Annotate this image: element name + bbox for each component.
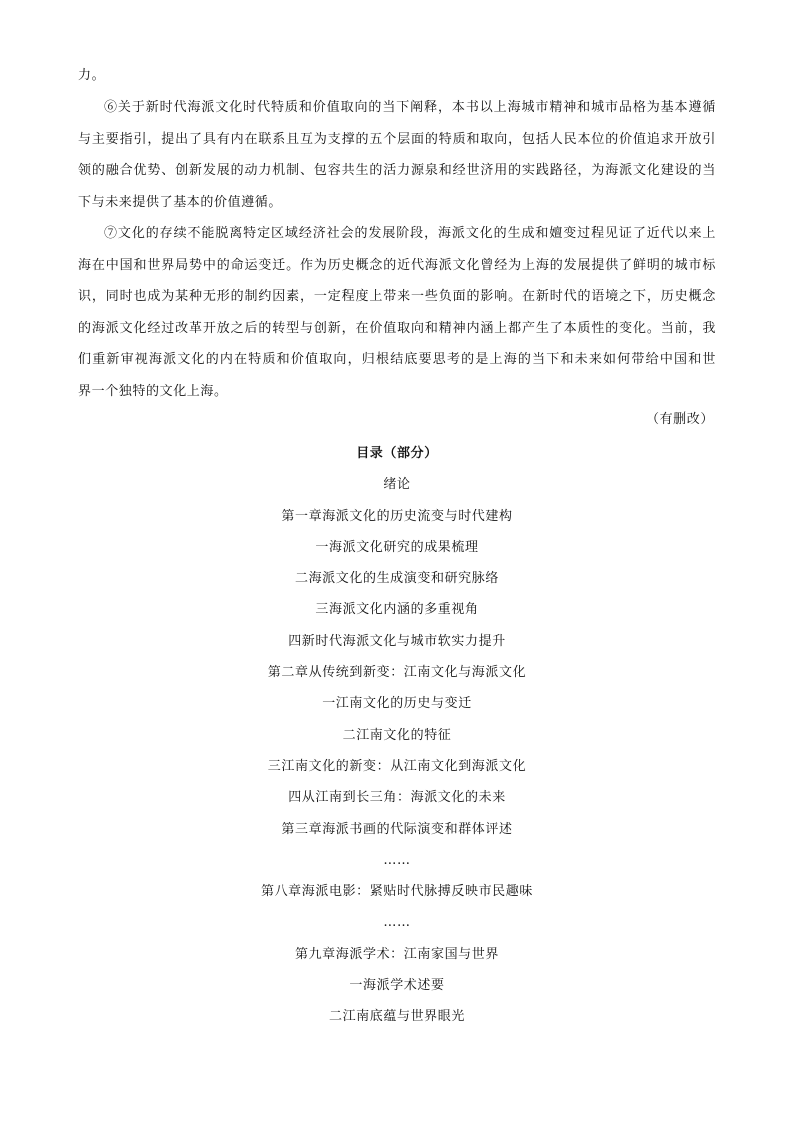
- text-line: 界一个独特的文化上海。: [78, 383, 228, 399]
- text-line: 与主要指引，提出了具有内在联系且互为支撑的五个层面的特质和取向，包括人民本位的价值追求开放引: [78, 131, 716, 147]
- text-line: 识，同时也成为某种无形的制约因素，一定程度上带来一些负面的影响。在新时代的语境之下，历史概念: [78, 289, 716, 305]
- toc-item: 第八章海派电影：紧贴时代脉搏反映市民趣味: [260, 884, 533, 900]
- paragraph-7: [78, 218, 716, 408]
- toc-title: 目录（部分）: [356, 446, 438, 461]
- toc-ellipsis: ……: [383, 852, 411, 868]
- toc-item: 一海派学术述要: [349, 978, 445, 994]
- text-line: 的海派文化经过改革开放之后的转型与创新，在价值取向和精神内涵上都产生了本质性的变化。当前，我: [78, 320, 716, 336]
- toc-item: 四从江南到长三角：海派文化的未来: [288, 790, 506, 806]
- text-line: 领的融合优势、创新发展的动力机制、包容共生的活力源泉和经世济用的实践路径，为海派文化建设的当: [78, 163, 716, 179]
- paragraph-6: [78, 92, 716, 218]
- text-line: 海在中国和世界局势中的命运变迁。作为历史概念的近代海派文化曾经为上海的发展提供了鲜明的城市标: [78, 257, 716, 273]
- toc-item: 三江南文化的新变：从江南文化到海派文化: [267, 758, 527, 774]
- toc-item: 二江南底蕴与世界眼光: [328, 1009, 465, 1025]
- toc-item: 二海派文化的生成演变和研究脉络: [294, 571, 499, 587]
- revision-note: （有删改）: [645, 412, 714, 427]
- toc-item: 三海派文化内涵的多重视角: [315, 602, 479, 618]
- toc-ellipsis: ……: [383, 915, 411, 931]
- text-line: 们重新审视海派文化的内在特质和价值取向，归根结底要思考的是上海的当下和未来如何带给中国和世: [78, 352, 716, 368]
- toc-item: 第一章海派文化的历史流变与时代建构: [281, 508, 513, 524]
- toc-item: 四新时代海派文化与城市软实力提升: [288, 633, 506, 649]
- text-line: ⑦文化的存续不能脱离特定区域经济社会的发展阶段，海派文化的生成和嬗变过程见证了近代以来上: [104, 226, 716, 241]
- toc-item: 一江南文化的历史与变迁: [322, 696, 472, 712]
- paragraph-continuation: [78, 60, 716, 92]
- text-line: 力。: [78, 68, 106, 83]
- toc-item: 第九章海派学术：江南家国与世界: [294, 946, 499, 962]
- text-line: 下与未来提供了基本的价值遵循。: [78, 194, 283, 210]
- toc-item: 第三章海派书画的代际演变和群体评述: [281, 821, 513, 837]
- toc-item: 一海派文化研究的成果梳理: [315, 539, 479, 555]
- toc-item: 绪论: [383, 477, 411, 493]
- toc-item: 第二章从传统到新变：江南文化与海派文化: [267, 665, 527, 681]
- text-line: ⑥关于新时代海派文化时代特质和价值取向的当下阐释，本书以上海城市精神和城市品格为基本遵循: [104, 100, 716, 115]
- table-of-contents: [0, 438, 794, 1033]
- toc-item: 二江南文化的特征: [342, 727, 452, 743]
